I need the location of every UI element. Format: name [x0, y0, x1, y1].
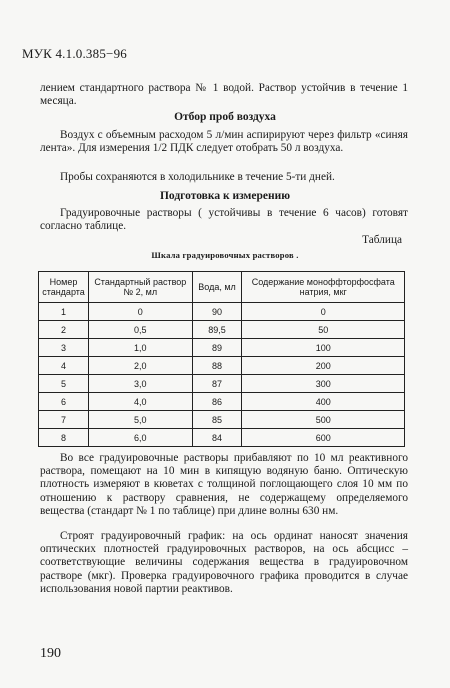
cell-number: 4	[39, 357, 89, 375]
cell-water: 90	[192, 303, 242, 321]
table-row	[39, 375, 405, 393]
cell-content: 500	[242, 411, 405, 429]
col-header-water: Вода, мл	[192, 272, 242, 303]
col-header-number: Номер стандарта	[39, 272, 89, 303]
paragraph-storage: Пробы сохраняются в холодильнике в течение 5-ти дней.	[60, 171, 335, 183]
cell-standard-solution: 0,5	[88, 321, 192, 339]
cell-content: 600	[242, 429, 405, 447]
cell-content: 300	[242, 375, 405, 393]
cell-standard-solution: 3,0	[88, 375, 192, 393]
cell-number: 1	[39, 303, 89, 321]
cell-content: 100	[242, 339, 405, 357]
cell-number: 8	[39, 429, 89, 447]
table-header-row	[39, 272, 405, 303]
cell-number: 7	[39, 411, 89, 429]
cell-water: 86	[192, 393, 242, 411]
cell-content: 0	[242, 303, 405, 321]
cell-standard-solution: 1,0	[88, 339, 192, 357]
paragraph-preparation: Градуировочные растворы ( устойчивы в течение 6 часов) готовят согласно таблице.	[40, 207, 408, 233]
table-title: Шкала градуировочных растворов .	[151, 250, 299, 260]
table-label: Таблица	[362, 234, 402, 246]
col-header-standard-solution: Стандартный раствор № 2, мл	[88, 272, 192, 303]
page-number: 190	[40, 646, 61, 661]
cell-water: 84	[192, 429, 242, 447]
table-row	[39, 429, 405, 447]
table-row	[39, 393, 405, 411]
table-row	[39, 411, 405, 429]
running-header: МУК 4.1.0.385−96	[22, 46, 127, 61]
cell-standard-solution: 6,0	[88, 429, 192, 447]
cell-number: 2	[39, 321, 89, 339]
table-row	[39, 321, 405, 339]
cell-content: 400	[242, 393, 405, 411]
cell-water: 87	[192, 375, 242, 393]
paragraph-calibration-graph: Строят градуировочный график: на ось ординат наносят значения оптических плотностей градуировочных растворов, на ось абсцисс – соответствующие величины содержания вещества в градуировочном растворе (мкг). Проверка градуировочного графика проводится в случае использования новой партии реактивов.	[40, 530, 408, 595]
cell-water: 85	[192, 411, 242, 429]
cell-water: 88	[192, 357, 242, 375]
cell-content: 200	[242, 357, 405, 375]
table-row	[39, 339, 405, 357]
cell-standard-solution: 4,0	[88, 393, 192, 411]
cell-standard-solution: 0	[88, 303, 192, 321]
cell-number: 5	[39, 375, 89, 393]
paragraph-measurement: Во все градуировочные растворы прибавляют по 10 мл реактивного раствора, помещают на 10 мин в кипящую водяную баню. Оптическую плотность измеряют в кюветах с толщиной поглощающего слоя 10 мм по отношению к раствору сравнения, не содержащему определяемого вещества (стандарт № 1 по таблице) при длине волны 630 нм.	[40, 452, 408, 517]
paragraph-sampling: Воздух с объемным расходом 5 л/мин аспирируют через фильтр «синяя лента». Для измерения 1/2 ПДК следует отобрать 50 л воздуха.	[40, 129, 408, 155]
cell-number: 3	[39, 339, 89, 357]
cell-standard-solution: 2,0	[88, 357, 192, 375]
section-heading-preparation: Подготовка к измерению	[159, 190, 291, 202]
paragraph-top: лением стандартного раствора № 1 водой. Раствор устойчив в течение 1 месяца.	[40, 82, 408, 108]
cell-standard-solution: 5,0	[88, 411, 192, 429]
cell-number: 6	[39, 393, 89, 411]
table-row	[39, 357, 405, 375]
cell-water: 89	[192, 339, 242, 357]
col-header-content: Содержание моноффторфосфата натрия, мкг	[242, 272, 405, 303]
table-row	[39, 303, 405, 321]
calibration-table	[38, 271, 405, 447]
cell-water: 89,5	[192, 321, 242, 339]
cell-content: 50	[242, 321, 405, 339]
section-heading-sampling: Отбор проб воздуха	[174, 111, 276, 123]
